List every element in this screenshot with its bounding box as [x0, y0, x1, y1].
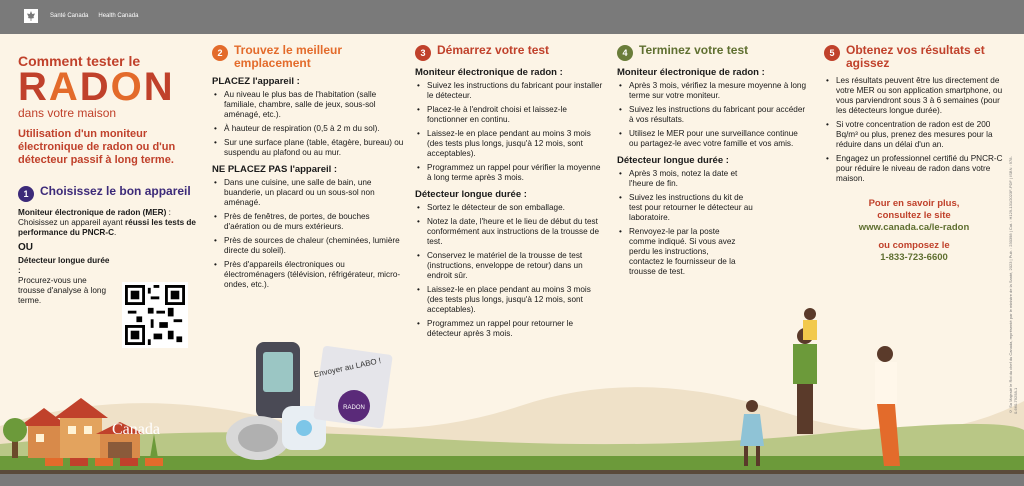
- long-term-start-list: [415, 203, 607, 339]
- list-item: • Après 3 mois, vérifiez la mesure moyenne à long terme sur votre moniteur.: [617, 81, 807, 101]
- list-item: • Les résultats peuvent être lus directement de votre MER ou son application smartphone, ou vous parviendront sous 3 à 6 semaines (pour les détecteurs longue durée).: [824, 76, 1004, 116]
- mer-bold2: réussi les tests de performance du PNCR-C: [18, 218, 196, 237]
- qr-code-icon[interactable]: [122, 282, 188, 348]
- step5-number: 5: [824, 45, 840, 61]
- long-term-finish-heading: Détecteur longue durée :: [617, 155, 729, 166]
- radon-letter-n: N: [143, 65, 175, 109]
- list-item: • Au niveau le plus bas de l'habitation (salle familiale, chambre, salle de jeux, sous-sol aménagé, etc.).: [212, 90, 404, 120]
- dept-en: Health Canada: [98, 12, 139, 19]
- list-item: • Suivez les instructions du fabricant pour installer le détecteur.: [415, 81, 607, 101]
- mer-end: .: [114, 228, 117, 237]
- list-item: • Si votre concentration de radon est de 200 Bq/m³ ou plus, prenez des mesures pour la réduire dans un délai d'un an.: [824, 120, 1004, 150]
- or-label: OU: [18, 242, 33, 253]
- detector-text: Procurez-vous une trousse d'analyse à long terme.: [18, 276, 107, 305]
- long-term-heading: Détecteur longue durée :: [415, 189, 527, 200]
- brochure-panel: [0, 34, 1024, 486]
- title-line1: Comment tester le: [18, 53, 141, 69]
- list-item: • Notez la date, l'heure et le lieu de début du test conformément aux instructions de la trousse de test.: [415, 217, 607, 247]
- list-item: • Près de sources de chaleur (cheminées, lumière directe du soleil).: [212, 236, 404, 256]
- place-heading: PLACEZ l'appareil :: [212, 76, 300, 87]
- results-list: [824, 76, 1004, 184]
- list-item: • Renvoyez-le par la poste comme indiqué. Si vous avez perdu les instructions, contactez le fournisseur de la trousse de test.: [617, 227, 737, 277]
- list-item: • Laissez-le en place pendant au moins 3 mois (des tests plus longs, jusqu'à 12 mois, sont acceptables).: [415, 129, 607, 159]
- list-item: • Suivez les instructions du fabricant pour accéder à vos résultats.: [617, 105, 807, 125]
- step4-number: 4: [617, 45, 633, 61]
- list-item: • Après 3 mois, notez la date et l'heure de fin.: [617, 169, 757, 189]
- mer-heading: Moniteur électronique de radon :: [415, 67, 563, 78]
- column-start: [415, 44, 607, 343]
- mer-label: Moniteur électronique de radon (MER): [18, 208, 167, 217]
- mer-text: : Choisissez un appareil ayant: [18, 208, 171, 227]
- step5-header: [824, 44, 1004, 70]
- more-line2: consultez le site: [877, 210, 951, 221]
- canada-wordmark: Canada: [112, 421, 160, 438]
- mer-finish-heading: Moniteur électronique de radon :: [617, 67, 765, 78]
- list-item: • Suivez les instructions du kit de test pour retourner le détecteur au laboratoire.: [617, 193, 757, 223]
- website-link[interactable]: www.canada.ca/le-radon: [858, 222, 970, 233]
- step4-header: [617, 44, 807, 61]
- list-item: • Conservez le matériel de la trousse de test (instructions, enveloppe de retour) dans un endroit sûr.: [415, 251, 607, 281]
- list-item: • À hauteur de respiration (0,5 à 2 m du sol).: [212, 124, 404, 134]
- radon-letter-d: D: [79, 65, 111, 109]
- list-item: • Laissez-le en place pendant au moins 3 mois (des tests plus longs, jusqu'à 12 mois, sont acceptables).: [415, 285, 607, 315]
- phone-number[interactable]: 1-833-723-6600: [880, 252, 948, 263]
- list-item: • Utilisez le MER pour une surveillance continue ou partagez-le avec votre famille et vos amis.: [617, 129, 807, 149]
- column-location: [212, 44, 404, 294]
- step2-title: Trouvez le meilleur emplacement: [234, 43, 343, 70]
- column-finish: [617, 44, 807, 281]
- list-item: • Sortez le détecteur de son emballage.: [415, 203, 607, 213]
- step3-title: Démarrez votre test: [437, 43, 550, 57]
- or-call-line: ou composez le: [878, 240, 950, 251]
- step1-body: [18, 208, 198, 238]
- list-item: • Programmez un rappel pour retourner le détecteur après 3 mois.: [415, 319, 607, 339]
- dont-place-heading: NE PLACEZ PAS l'appareil :: [212, 164, 338, 175]
- list-item: • Près d'appareils électroniques ou électroménagers (télévision, réfrigérateur, micro-ondes, etc.).: [212, 260, 404, 290]
- mer-finish-list: [617, 81, 807, 149]
- list-item: • Engagez un professionnel certifié du PNCR-C pour réduire le niveau de radon dans votre maison.: [824, 154, 1004, 184]
- step1-title: Choisissez le bon appareil: [40, 184, 191, 198]
- column-intro: [18, 44, 198, 306]
- intro-text: Utilisation d'un moniteur électronique de radon ou d'un détecteur passif à long terme.: [18, 128, 176, 166]
- step4-title: Terminez votre test: [639, 43, 749, 57]
- step2-header: [212, 44, 404, 70]
- title-line3: dans votre maison: [18, 106, 117, 120]
- more-line1: Pour en savoir plus,: [868, 198, 960, 209]
- radon-letter-r: R: [18, 65, 49, 109]
- radon-letter-o: O: [110, 65, 144, 109]
- list-item: • Près de fenêtres, de portes, de bouches d'aération ou de murs extérieurs.: [212, 212, 404, 232]
- title-radon: [18, 67, 198, 107]
- envelope-tag: RADON: [343, 405, 365, 411]
- step3-header: [415, 44, 607, 61]
- long-term-finish-list: [617, 169, 757, 277]
- column-results: [824, 44, 1004, 264]
- canada-flag-icon: [18, 9, 44, 23]
- list-item: • Programmez un rappel pour vérifier la moyenne à long terme après 3 mois.: [415, 163, 607, 183]
- dept-fr: Santé Canada: [50, 12, 89, 19]
- step3-number: 3: [415, 45, 431, 61]
- step2-number: 2: [212, 45, 228, 61]
- list-item: • Placez-le à l'endroit choisi et laissez-le fonctionner en continu.: [415, 105, 607, 125]
- step5-title: Obtenez vos résultats et agissez: [846, 43, 985, 70]
- dont-place-list: [212, 178, 404, 290]
- list-item: • Dans une cuisine, une salle de bain, une buanderie, un placard ou un sous-sol non aménagé.: [212, 178, 404, 208]
- envelope-text: Envoyer au LABO !: [313, 356, 382, 380]
- step1-header: [18, 185, 198, 202]
- place-list: [212, 90, 404, 158]
- legal-side-text: © Sa Majesté le Roi du chef du Canada, représenté par le ministre de la Santé, 2023 | Pub. : 230398 | Cat. : H129-131/2023F-PDF | ISBN : 978-0-660-79258-1: [1008, 156, 1018, 414]
- list-item: • Sur une surface plane (table, étagère, bureau) ou suspendu au plafond ou au mur.: [212, 138, 404, 158]
- step1-number: 1: [18, 186, 34, 202]
- detector-label: Détecteur longue durée :: [18, 256, 110, 275]
- detector-block: [18, 256, 110, 306]
- mer-start-list: [415, 81, 607, 183]
- radon-letter-a: A: [48, 65, 80, 109]
- top-bar: [0, 0, 1024, 34]
- gov-signature: [18, 9, 138, 23]
- more-info: [824, 198, 1004, 264]
